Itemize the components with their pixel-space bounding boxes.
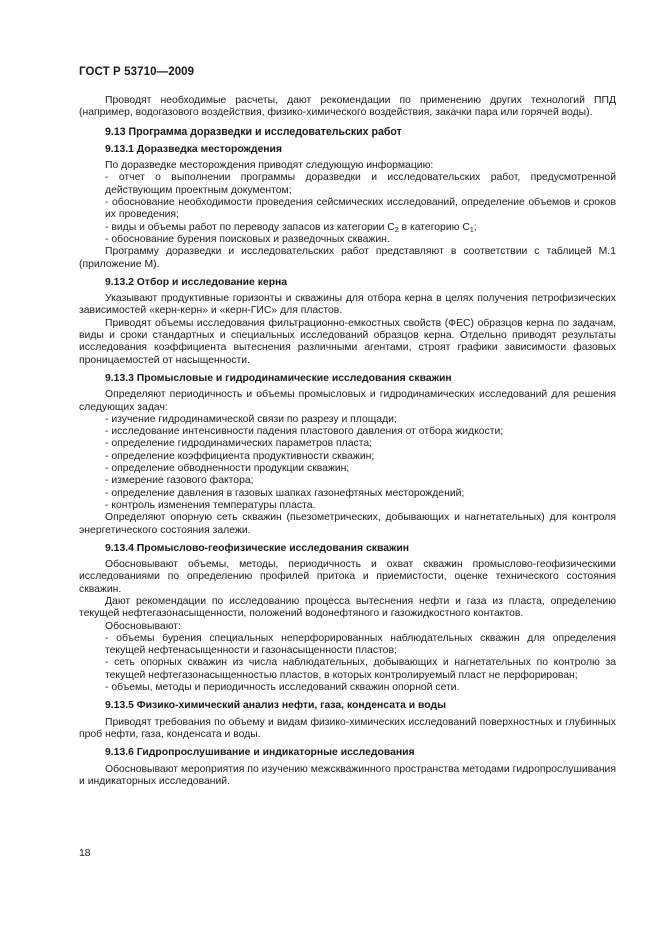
list-item: - определение коэффициента продуктивности скважин; <box>105 450 375 462</box>
intro-paragraph: Проводят необходимые расчеты, дают рекомендации по применению других технологий ППД (например, водогазового воздействия, физико-химического воздействия, закачки пара или горячей воды). <box>79 95 616 119</box>
list-item <box>79 222 616 234</box>
list-item: - определение гидродинамических параметров пласта; <box>105 438 372 450</box>
list-item: - сеть опорных скважин из числа наблюдательных, добывающих и нагнетательных по контролю за текущей нефтегазонасыщенностью пластов, в которых контролируемый пласт не перфорирован; <box>105 657 616 681</box>
list-item-text: в категорию C <box>398 221 470 233</box>
subscript: 2 <box>394 226 399 234</box>
paragraph: Обосновывают: <box>105 620 181 632</box>
list-item: - объемы бурения специальных неперфорированных наблюдательных скважин для определения текущей нефтенасыщенности и газонасыщенности пластов; <box>105 632 616 657</box>
list-item: - обоснование необходимости проведения сейсмических исследований, определение объемов и сроков их проведения; <box>105 197 616 221</box>
paragraph: Обосновывают мероприятия по изучению межскважинного пространства методами гидропрослушивания и индикаторных исследований. <box>79 763 616 787</box>
document-header: ГОСТ Р 53710—2009 <box>79 66 195 78</box>
section-heading-9-13-6: 9.13.6 Гидропрослушивание и индикаторные исследования <box>105 747 415 759</box>
list-item: - определение давления в газовых шапках газонефтяных месторождений; <box>105 487 465 499</box>
section-heading-9-13-1: 9.13.1 Доразведка месторождения <box>105 143 282 155</box>
document-body <box>79 95 616 788</box>
paragraph: По доразведке месторождения приводят следующую информацию: <box>105 160 434 172</box>
list-item: - определение обводненности продукции скважин; <box>105 463 350 475</box>
paragraph: Программу доразведки и исследовательских работ представляют в соответствии с таблицей М.1 (приложение М). <box>79 246 616 270</box>
paragraph: Указывают продуктивные горизонты и скважины для отбора керна в целях получения петрофизических зависимостей «керн-керн» и «керн-ГИС» для пластов. <box>79 293 616 317</box>
section-heading-9-13-4: 9.13.4 Промыслово-геофизические исследования скважин <box>105 542 410 554</box>
paragraph: Обосновывают объемы, методы, периодичность и охват скважин промыслово-геофизическими исследованиями по определению профилей притока и приемистости, оценке технического состояния скважин. <box>79 559 616 595</box>
list-item: - исследование интенсивности падения пластового давления от отбора жидкости; <box>105 426 504 438</box>
list-item: - измерение газового фактора; <box>105 475 254 487</box>
list-item: - обоснование бурения поисковых и разведочных скважин. <box>105 233 390 245</box>
paragraph: Определяют опорную сеть скважин (пьезометрических, добывающих и нагнетательных) для контроля энергетического состояния залежи. <box>79 512 616 536</box>
paragraph: Приводят требования по объему и видам физико-химических исследований поверхностных и глубинных проб нефти, газа, конденсата и воды. <box>79 716 616 740</box>
list-item-text: - виды и объемы работ по переводу запасов из категории C <box>105 221 395 233</box>
section-heading-9-13-2: 9.13.2 Отбор и исследование керна <box>105 276 288 288</box>
list-item: - изучение гидродинамической связи по разрезу и площади; <box>105 413 397 425</box>
list-item-text: ; <box>473 221 477 233</box>
page-number: 18 <box>79 848 91 859</box>
paragraph: Приводят объемы исследования фильтрационно-емкостных свойств (ФЕС) образцов керна по задачам, виды и сроки стандартных и специальных исследований образцов керна. Отдельно приводят результаты исследования коэффициента вытеснения различными агентами, строят графики зависимости фазовых проницаемостей от насыщенности. <box>79 317 616 366</box>
list-item: - отчет о выполнении программы доразведки и исследовательских работ, предусмотренной действующим проектным документом; <box>105 172 616 196</box>
list-item: - контроль изменения температуры пласта. <box>105 499 316 511</box>
paragraph: Определяют периодичность и объемы промысловых и гидродинамических исследований для решения следующих задач: <box>79 389 616 413</box>
section-heading-9-13-5: 9.13.5 Физико-химический анализ нефти, газа, конденсата и воды <box>105 700 446 712</box>
subscript: 1 <box>469 226 474 234</box>
section-heading-9-13: 9.13 Программа доразведки и исследовательских работ <box>105 125 402 138</box>
section-heading-9-13-3: 9.13.3 Промысловые и гидродинамические исследования скважин <box>105 372 452 384</box>
list-item: - объемы, методы и периодичность исследований скважин опорной сети. <box>105 682 460 694</box>
paragraph: Дают рекомендации по исследованию процесса вытеснения нефти и газа из пласта, определению текущей нефтегазонасыщенности, положений водонефтяного и газожидкостного контактов. <box>79 595 616 620</box>
